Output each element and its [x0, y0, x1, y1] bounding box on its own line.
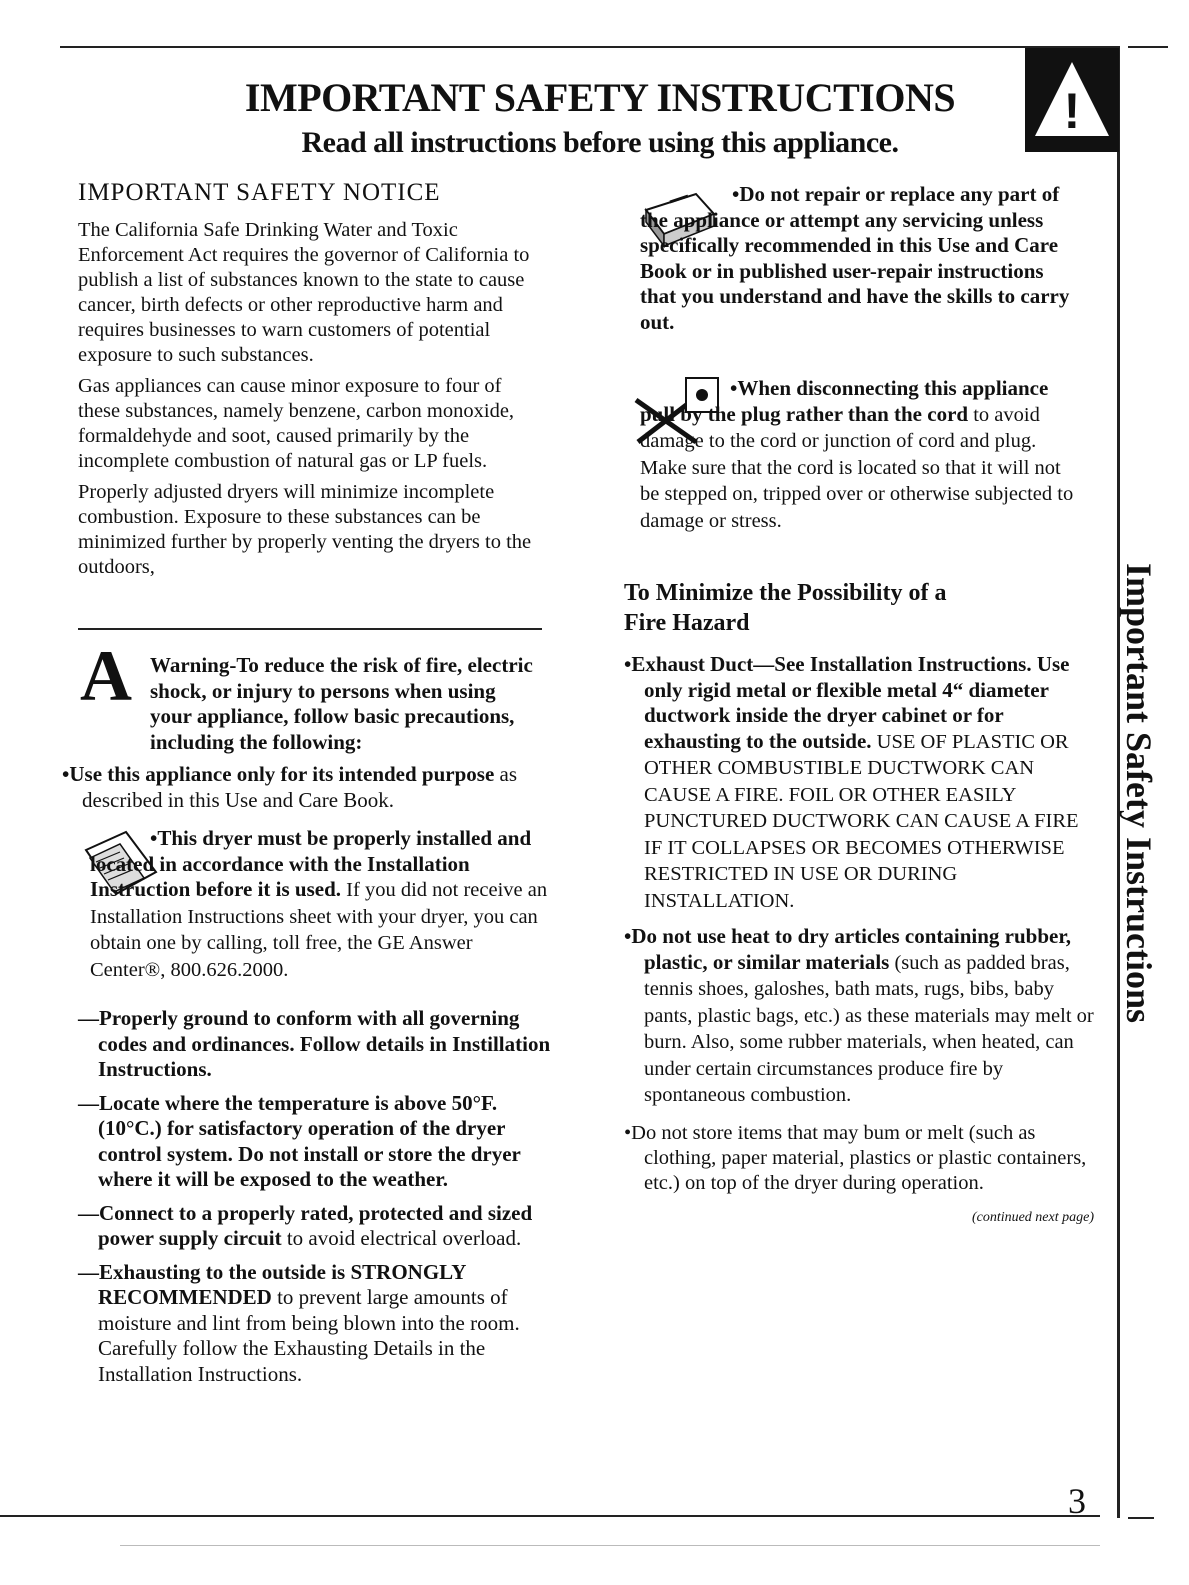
notice-paragraph-3: Properly adjusted dryers will minimize incomplete combustion. Exposure to these substances can be minimized further by properly venting the dryers to the outdoors,	[78, 481, 532, 578]
warning-exclamation: !	[1063, 83, 1081, 139]
disconnect-rest: to avoid damage to the cord or junction of cord and plug. Make sure that the cord is located so that it will not be stepped on, tripped over or otherwise subjected to damage or stress.	[640, 403, 1074, 532]
page-title: IMPORTANT SAFETY INSTRUCTIONS	[244, 75, 956, 120]
top-rule	[60, 46, 1120, 48]
notice-heading: IMPORTANT SAFETY NOTICE	[78, 179, 441, 206]
intended-purpose-item	[62, 762, 552, 813]
exhaust-item	[78, 1260, 553, 1388]
bottom-right-rule	[1128, 1517, 1154, 1519]
intended-purpose-bold: •Use this appliance only for its intended purpose	[62, 762, 495, 786]
duct-item	[624, 652, 1094, 914]
install-paragraph	[90, 826, 550, 983]
notice-paragraph-2: Gas appliances can cause minor exposure to four of these substances, namely benzene, carbon monoxide, formaldehyde and soot, caused primarily by the incomplete combustion of natural gas or LP fuels.	[78, 375, 515, 472]
disconnect-paragraph	[640, 376, 1080, 534]
disconnect-bold: •When disconnecting this appliance pull by the plug rather than the cord	[640, 376, 1049, 426]
install-item	[90, 826, 550, 983]
warning-triangle-icon	[1025, 48, 1119, 152]
left-bullets	[62, 762, 552, 813]
install-bold: •This dryer must be properly installed and located in accordance with the Installation Instruction before it is used.	[90, 826, 532, 901]
disconnect-item	[640, 376, 1080, 534]
page-subtitle: Read all instructions before using this appliance.	[301, 126, 899, 159]
heat-bold: •Do not use heat to dry articles containing rubber, plastic, or similar materials	[624, 924, 1071, 974]
store-item: •Do not store items that may bum or melt (such as clothing, paper material, plastics or plastic containers, etc.) on top of the dryer during operation.	[624, 1121, 1087, 1194]
connect-bold: —Connect to a properly rated, protected and sized power supply circuit	[78, 1200, 533, 1250]
exhaust-rest: to prevent large amounts of moisture and lint from being blown into the room. Carefully follow the Exhausting Details in the Installation Instructions.	[98, 1285, 520, 1386]
repair-item	[640, 182, 1080, 335]
footer-rule	[120, 1545, 1100, 1546]
side-tab	[1100, 548, 1178, 1038]
right-rule-top	[1128, 46, 1168, 48]
heat-item	[624, 924, 1094, 1109]
duct-bold: •Exhaust Duct—See Installation Instructions. Use only rigid metal or flexible metal 4“ diameter ductwork inside the dryer cabinet or for exhausting to the outside.	[624, 652, 1070, 753]
side-tab-label: Important Safety Instructions	[1119, 562, 1159, 1024]
duct-rest: USE OF PLASTIC OR OTHER COMBUSTIBLE DUCTWORK CAN CAUSE A FIRE. FOIL OR OTHER EASILY PUNCTURED DUCTWORK CAN CAUSE A FIRE IF IT COLLAPSES OR BECOMES OTHERWISE RESTRICTED IN USE OR DURING INSTALLATION.	[644, 730, 1079, 912]
heat-rest: (such as padded bras, tennis shoes, galoshes, bath mats, rugs, bibs, baby pants, plastic bags, etc.) as these materials may melt or burn. Also, some rubber materials, when heated, can under certain circumstances produce fire by spontaneous combustion.	[644, 951, 1094, 1106]
install-rest: If you did not receive an Installation Instructions sheet with your dryer, you can obtain one by calling, toll free, the GE Answer Center®, 800.626.2000.	[90, 879, 548, 981]
warning-badge	[1025, 48, 1119, 152]
fire-heading: To Minimize the Possibility of a Fire Hazard	[624, 580, 947, 636]
notice-paragraph-1: The California Safe Drinking Water and Toxic Enforcement Act requires the governor of California to publish a list of substances known to the state to cause cancer, birth defects or other reproductive harm and requires businesses to warn customers of potential exposure to such substances.	[78, 219, 530, 366]
fire-section	[624, 578, 1094, 1226]
section-divider	[78, 628, 542, 630]
repair-text: •Do not repair or replace any part of the appliance or attempt any servicing unless specifically recommended in this Use and Care Book or in published user-repair instructions that you understand and have the skills to carry out.	[640, 182, 1070, 334]
page-number: 3	[1068, 1481, 1086, 1521]
connect-rest: to avoid electrical overload.	[281, 1226, 522, 1250]
continued-note: (continued next page)	[971, 1209, 1094, 1225]
left-column	[78, 178, 548, 580]
warning-letter-a: A	[80, 636, 132, 716]
ground-item: —Properly ground to conform with all governing codes and ordinances. Follow details in Instillation Instructions.	[78, 1006, 551, 1081]
locate-item: —Locate where the temperature is above 50°F. (10°C.) for satisfactory operation of the dryer control system. Do not install or store the dryer where it will be exposed to the weather.	[78, 1090, 521, 1191]
left-dash-items	[78, 1006, 553, 1387]
connect-item	[78, 1201, 553, 1252]
bottom-rule	[0, 1515, 1100, 1517]
intended-purpose-rest: as described in this Use and Care Book.	[82, 762, 518, 812]
warning-text: Warning-To reduce the risk of fire, electric shock, or injury to persons when using your appliance, follow basic precautions, including the following:	[150, 653, 533, 754]
exhaust-bold: —Exhausting to the outside is STRONGLY RECOMMENDED	[78, 1259, 466, 1309]
